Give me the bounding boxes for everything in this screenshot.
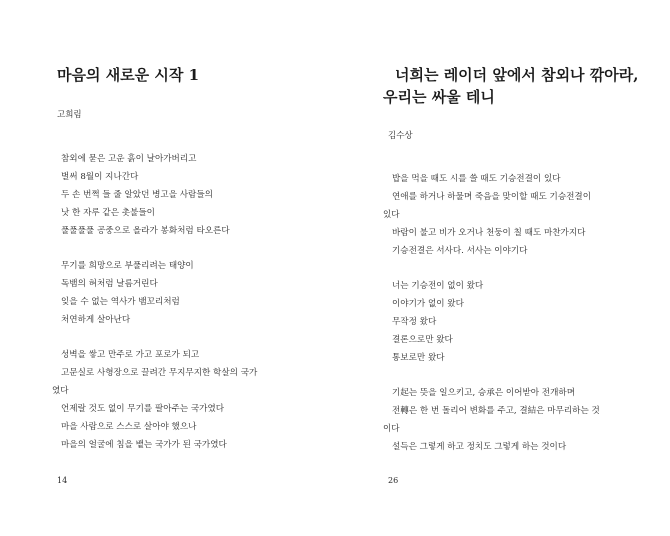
poem-author: 김수상 — [388, 131, 413, 141]
poem-line: 결론으로만 왔다 — [392, 335, 453, 345]
poem-line: 였다 — [52, 386, 69, 396]
poem-line: 마을의 얼굴에 침을 뱉는 국가가 된 국가였다 — [61, 440, 227, 450]
poem-line: 밥을 먹을 때도 시를 쓸 때도 기승전결이 있다 — [392, 174, 561, 184]
poem-line: 이다 — [383, 424, 400, 434]
poem-line: 기起는 뜻을 일으키고, 승承은 이어받아 전개하며 — [392, 388, 576, 398]
poem-line: 기승전결은 서사다. 서사는 이야기다 — [392, 246, 528, 256]
poem-line: 고문실로 사형장으로 끌려간 무지무지한 학살의 국가 — [61, 368, 258, 378]
poem-line: 전轉은 한 번 돌리어 변화를 주고, 결結은 마무리하는 것 — [392, 406, 600, 416]
poem-line: 벌써 8월이 지나간다 — [61, 172, 139, 182]
poem-title-line-1: 너희는 레이더 앞에서 참외나 깎아라, — [395, 66, 639, 84]
poem-title-line-2: 우리는 싸울 테니 — [383, 88, 495, 106]
poem-line: 풀풀풀풀 공중으로 올라가 봉화처럼 타오른다 — [61, 226, 230, 236]
poem-line: 있다 — [383, 210, 400, 220]
poem-line: 너는 기승전이 없이 왔다 — [392, 281, 484, 291]
poem-line: 이야기가 없이 왔다 — [392, 299, 464, 309]
poem-line: 무작정 왔다 — [392, 317, 437, 327]
right-page — [335, 0, 670, 536]
poem-line: 마을 사람으로 스스로 살아야 했으나 — [61, 422, 197, 432]
poem-line: 독뱀의 혀처럼 날름거린다 — [61, 279, 158, 289]
page-number: 14 — [57, 476, 68, 485]
poem-line: 참외에 묻은 고운 흙이 날아가버리고 — [61, 154, 197, 164]
page-number: 26 — [388, 476, 399, 485]
poem-line: 통보로만 왔다 — [392, 353, 445, 363]
poem-line: 잊을 수 없는 역사가 뱀꼬리처럼 — [61, 297, 180, 307]
poem-title: 마음의 새로운 시작 1 — [57, 66, 200, 84]
poem-line: 언제랄 것도 없이 무기를 팔아주는 국가였다 — [61, 404, 225, 414]
poem-author: 고희림 — [57, 110, 82, 120]
poem-line: 성벽을 쌓고 만주로 가고 포로가 되고 — [61, 350, 200, 360]
poem-line: 두 손 번쩍 들 줄 알았던 병고을 사람들의 — [61, 190, 213, 200]
poem-line: 바람이 불고 비가 오거나 천둥이 칠 때도 마찬가지다 — [392, 228, 586, 238]
poem-line: 설득은 그렇게 하고 정치도 그렇게 하는 것이다 — [392, 442, 567, 452]
poem-line: 낫 한 자루 같은 촛불들이 — [61, 208, 155, 218]
poem-line: 처연하게 살아난다 — [61, 315, 131, 325]
poem-line: 무기를 희망으로 부풀리려는 태양이 — [61, 261, 194, 271]
poem-line: 연애를 하거나 하물며 죽음을 맞이할 때도 기승전결이 — [392, 192, 592, 202]
